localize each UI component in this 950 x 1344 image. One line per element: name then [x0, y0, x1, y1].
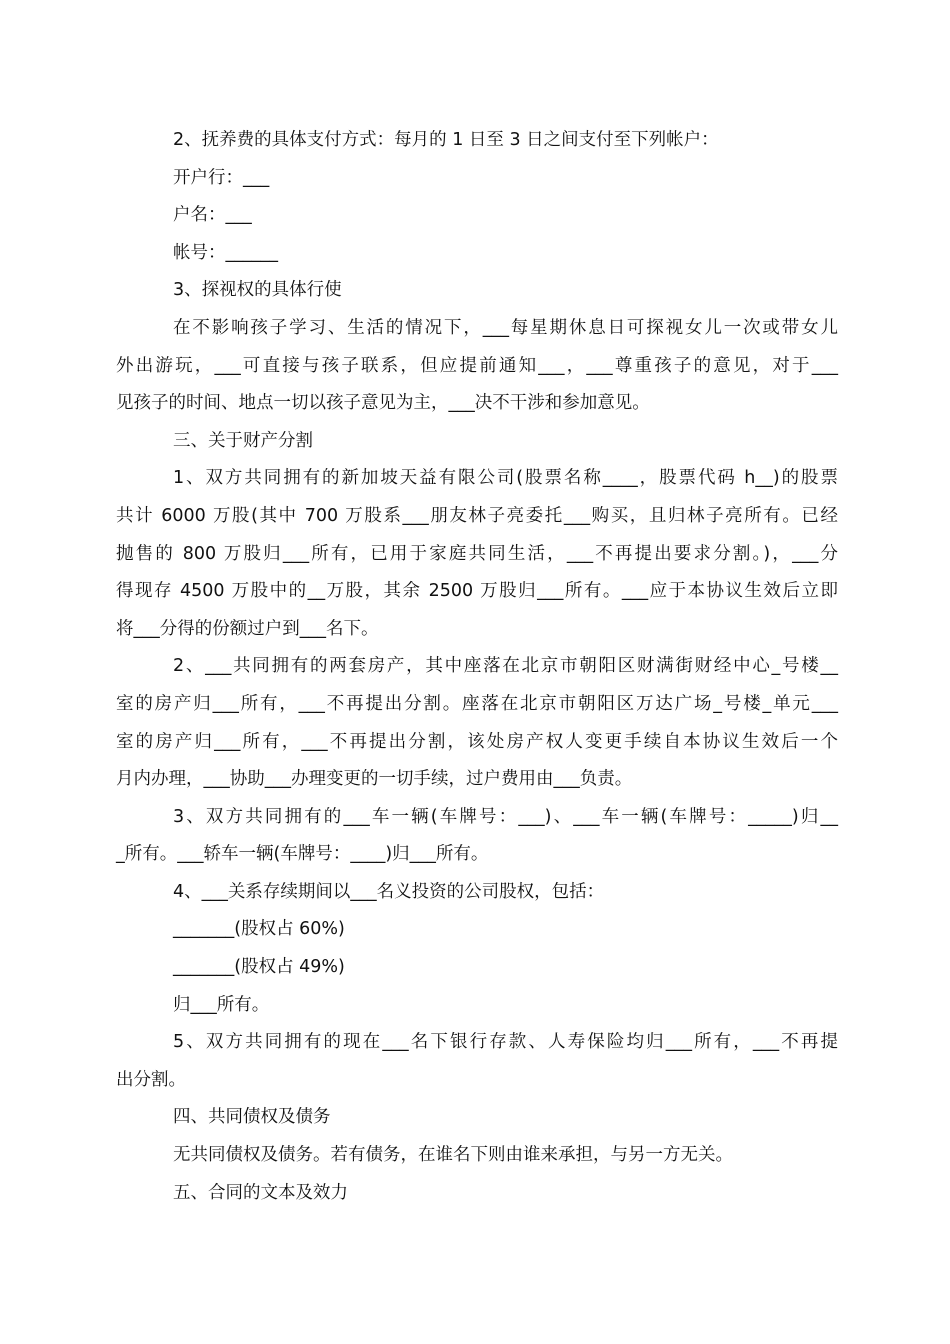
- paragraph-p7: [116, 423, 838, 461]
- paragraph-p5: [116, 272, 838, 310]
- paragraph-line: 3、双方共同拥有的___车一辆(车牌号：___)、___车一辆(车牌号：_____)归__: [173, 806, 838, 827]
- paragraph-p9: [116, 648, 838, 798]
- paragraph-p2: [116, 160, 838, 198]
- paragraph-p12: [116, 911, 838, 949]
- paragraph-line: 帐号：______: [173, 242, 278, 263]
- paragraph-line: 5、双方共同拥有的现在___名下银行存款、人寿保险均归___所有，___不再提: [173, 1032, 838, 1053]
- paragraph-line: 外出游玩，___可直接与孩子联系，但应提前通知___，___尊重孩子的意见，对于___: [116, 355, 838, 376]
- paragraph-line: 无共同债权及债务。若有债务，在谁名下则由谁来承担，与另一方无关。: [173, 1145, 733, 1166]
- paragraph-line: _所有。___轿车一辆(车牌号：____)归___所有。: [116, 844, 489, 865]
- paragraph-p15: [116, 1024, 838, 1099]
- paragraph-line: 共计 6000 万股(其中 700 万股系___朋友林子亮委托___购买，且归林子亮所有。已经: [116, 505, 838, 526]
- paragraph-line: 将___分得的份额过户到___名下。: [116, 618, 379, 639]
- paragraph-p16: [116, 1099, 838, 1137]
- paragraph-p13: [116, 949, 838, 987]
- paragraph-line: 四、共同债权及债务: [173, 1107, 331, 1128]
- paragraph-p10: [116, 799, 838, 874]
- paragraph-line: _______(股权占 49%): [173, 957, 345, 978]
- paragraph-line: 抛售的 800 万股归___所有，已用于家庭共同生活，___不再提出要求分割。)，___分: [116, 543, 838, 564]
- paragraph-line: 得现存 4500 万股中的__万股，其余 2500 万股归___所有。___应于本协议生效后立即: [116, 581, 838, 602]
- paragraph-p11: [116, 874, 838, 912]
- paragraph-line: 2、___共同拥有的两套房产，其中座落在北京市朝阳区财满街财经中心_号楼__: [173, 656, 838, 677]
- paragraph-line: _______(股权占 60%): [173, 919, 345, 940]
- paragraph-line: 见孩子的时间、地点一切以孩子意见为主，___决不干涉和参加意见。: [116, 393, 650, 414]
- paragraph-line: 三、关于财产分割: [173, 430, 313, 451]
- paragraph-line: 开户行：___: [173, 167, 270, 188]
- paragraph-line: 1、双方共同拥有的新加坡天益有限公司(股票名称____，股票代码 h__)的股票: [173, 468, 838, 489]
- paragraph-line: 户名：___: [173, 205, 252, 226]
- paragraph-line: 月内办理，___协助___办理变更的一切手续，过户费用由___负责。: [116, 769, 633, 790]
- paragraph-line: 归___所有。: [173, 994, 270, 1015]
- paragraph-line: 五、合同的文本及效力: [173, 1182, 348, 1203]
- paragraph-p18: [116, 1175, 838, 1213]
- paragraph-p14: [116, 987, 838, 1025]
- paragraph-line: 室的房产归___所有，___不再提出分割。座落在北京市朝阳区万达广场_号楼_单元___: [116, 693, 838, 714]
- document-body: [116, 122, 838, 1212]
- paragraph-p6: [116, 310, 838, 423]
- paragraph-p1: [116, 122, 838, 160]
- paragraph-line: 在不影响孩子学习、生活的情况下，___每星期休息日可探视女儿一次或带女儿: [173, 317, 838, 338]
- paragraph-p17: [116, 1137, 838, 1175]
- paragraph-line: 室的房产归___所有，___不再提出分割，该处房产权人变更手续自本协议生效后一个: [116, 731, 838, 752]
- paragraph-line: 4、___关系存续期间以___名义投资的公司股权，包括：: [173, 881, 605, 902]
- paragraph-p8: [116, 460, 838, 648]
- paragraph-p3: [116, 197, 838, 235]
- paragraph-line: 2、抚养费的具体支付方式：每月的 1 日至 3 日之间支付至下列帐户：: [173, 130, 719, 150]
- paragraph-line: 3、探视权的具体行使: [173, 280, 342, 301]
- paragraph-p4: [116, 235, 838, 273]
- paragraph-line: 出分割。: [116, 1069, 186, 1090]
